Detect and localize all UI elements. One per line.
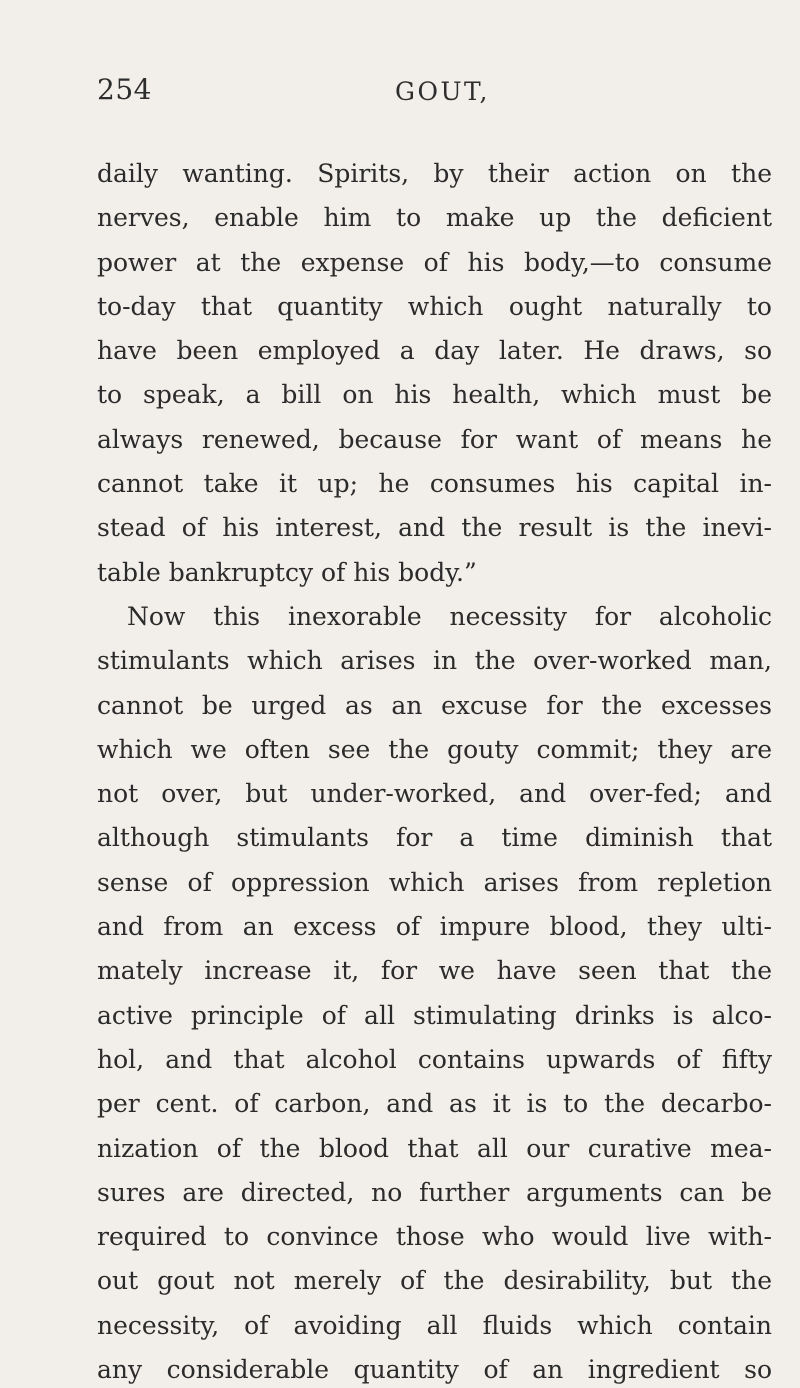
text-line: power at the expense of his body,—to consume — [97, 247, 772, 277]
body-text — [97, 152, 772, 1388]
text-line: necessity, of avoiding all fluids which contain — [97, 1310, 772, 1340]
text-line: have been employed a day later. He draws, so — [97, 336, 772, 366]
text-line: although stimulants for a time diminish that — [97, 823, 772, 853]
text-line: not over, but under-worked, and over-fed; and — [97, 779, 772, 809]
text-line: sense of oppression which arises from repletion — [97, 867, 772, 897]
page-number: 254 — [97, 73, 152, 106]
text-line: to speak, a bill on his health, which must be — [97, 380, 772, 410]
text-line: and from an excess of impure blood, they ulti- — [97, 912, 772, 942]
text-line: nerves, enable him to make up the deficient — [97, 203, 772, 233]
text-line: table bankruptcy of his body.” — [97, 557, 477, 587]
text-line: to-day that quantity which ought naturally to — [97, 291, 772, 321]
text-line: cannot take it up; he consumes his capital in- — [97, 469, 772, 499]
text-line: required to convince those who would live with- — [97, 1222, 772, 1252]
text-line: Now this inexorable necessity for alcoholic — [127, 601, 772, 631]
text-line: per cent. of carbon, and as it is to the decarbo- — [97, 1089, 772, 1119]
text-line: sures are directed, no further arguments can be — [97, 1177, 772, 1207]
text-line: out gout not merely of the desirability, but the — [97, 1266, 772, 1296]
text-line: daily wanting. Spirits, by their action on the — [97, 159, 772, 188]
text-line: any considerable quantity of an ingredient so — [97, 1355, 772, 1385]
text-line: mately increase it, for we have seen that the — [97, 956, 772, 986]
text-line: hol, and that alcohol contains upwards of fifty — [97, 1044, 772, 1074]
text-line: cannot be urged as an excuse for the excesses — [97, 690, 772, 720]
text-line: always renewed, because for want of means he — [97, 424, 772, 454]
running-head: GOUT, — [395, 77, 490, 106]
text-line: stimulants which arises in the over-worked man, — [97, 646, 772, 676]
text-line: active principle of all stimulating drinks is alco- — [97, 1000, 772, 1030]
text-line: which we often see the gouty commit; they are — [97, 734, 772, 764]
text-line: stead of his interest, and the result is the inevi- — [97, 513, 772, 543]
text-line: nization of the blood that all our curative mea- — [97, 1133, 772, 1163]
page-header — [95, 73, 715, 113]
